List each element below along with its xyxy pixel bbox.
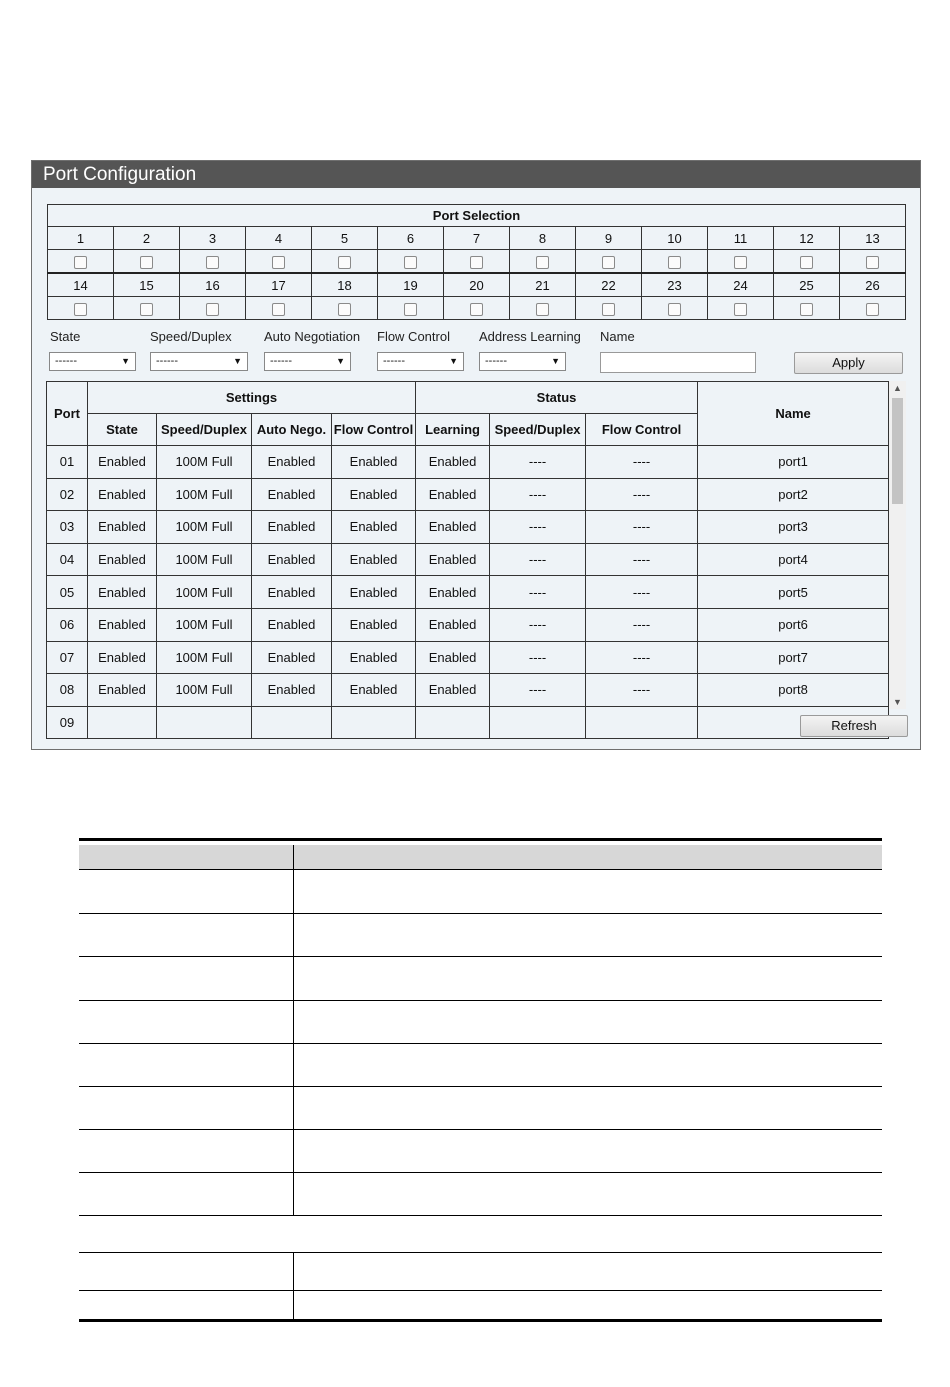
flow-control-cell: Enabled [332, 576, 416, 609]
port-cell: 07 [47, 641, 88, 674]
port-cell: 09 [47, 706, 88, 739]
port-number-label: 20 [444, 273, 510, 297]
speed-duplex-cell: 100M Full [157, 478, 252, 511]
table-row [47, 674, 889, 707]
name-label: Name [600, 329, 635, 344]
port-checkbox-cell [312, 297, 378, 320]
auto-nego-cell [252, 706, 332, 739]
table-row [47, 706, 889, 739]
learning-cell: Enabled [416, 608, 490, 641]
port-checkbox-cell [180, 297, 246, 320]
name-input[interactable] [600, 352, 756, 373]
port-number-label: 6 [378, 227, 444, 250]
flow-control-cell: Enabled [332, 674, 416, 707]
speed-duplex-cell: 100M Full [157, 446, 252, 479]
state-cell: Enabled [88, 576, 157, 609]
port-number-label: 17 [246, 273, 312, 297]
row-divider [79, 1129, 882, 1130]
port-number-label: 22 [576, 273, 642, 297]
status-flow-cell: ---- [586, 446, 698, 479]
port-select-checkbox[interactable] [668, 303, 681, 316]
port-number-label: 5 [312, 227, 378, 250]
port-select-checkbox[interactable] [206, 303, 219, 316]
port-select-checkbox[interactable] [470, 256, 483, 269]
port-number-label: 13 [840, 227, 906, 250]
parameter-table-header [79, 845, 882, 869]
port-number-label: 12 [774, 227, 840, 250]
port-select-checkbox[interactable] [74, 256, 87, 269]
port-selection-grid [47, 204, 906, 320]
port-number-label: 1 [48, 227, 114, 250]
port-select-checkbox[interactable] [404, 256, 417, 269]
port-checkbox-cell [378, 250, 444, 274]
port-select-checkbox[interactable] [338, 256, 351, 269]
scroll-up-icon[interactable]: ▲ [893, 383, 902, 393]
port-cell: 08 [47, 674, 88, 707]
port-number-label: 15 [114, 273, 180, 297]
auto-nego-cell: Enabled [252, 511, 332, 544]
port-select-checkbox[interactable] [734, 256, 747, 269]
column-divider [293, 1252, 294, 1319]
state-select-value: ------ [55, 355, 77, 367]
state-cell: Enabled [88, 608, 157, 641]
speed-duplex-label: Speed/Duplex [150, 329, 232, 344]
table-row [47, 478, 889, 511]
learning-cell: Enabled [416, 446, 490, 479]
column-header: Speed/Duplex [157, 414, 252, 446]
state-label: State [50, 329, 81, 344]
flow-control-select-value: ------ [383, 355, 405, 367]
port-cell: 06 [47, 608, 88, 641]
port-select-checkbox[interactable] [734, 303, 747, 316]
learning-cell [416, 706, 490, 739]
port-number-label: 9 [576, 227, 642, 250]
auto-nego-cell: Enabled [252, 446, 332, 479]
name-cell: port1 [698, 446, 889, 479]
port-select-checkbox[interactable] [866, 256, 879, 269]
column-header: Auto Nego. [252, 414, 332, 446]
speed-duplex-cell: 100M Full [157, 576, 252, 609]
dropdown-arrow-icon: ▼ [551, 356, 560, 366]
port-select-checkbox[interactable] [404, 303, 417, 316]
port-number-label: 23 [642, 273, 708, 297]
status-speed-cell [490, 706, 586, 739]
state-cell: Enabled [88, 511, 157, 544]
state-cell [88, 706, 157, 739]
port-select-checkbox[interactable] [536, 303, 549, 316]
port-checkbox-cell [840, 297, 906, 320]
port-checkbox-cell [48, 297, 114, 320]
table-row [47, 446, 889, 479]
table-scrollbar[interactable] [889, 381, 906, 709]
port-checkbox-cell [48, 250, 114, 274]
name-header: Name [698, 382, 889, 446]
port-number-label: 26 [840, 273, 906, 297]
row-divider [79, 1043, 882, 1044]
port-number-label: 19 [378, 273, 444, 297]
learning-cell: Enabled [416, 511, 490, 544]
status-flow-cell: ---- [586, 511, 698, 544]
dropdown-arrow-icon: ▼ [336, 356, 345, 366]
dropdown-arrow-icon: ▼ [121, 356, 130, 366]
refresh-button[interactable]: Refresh [800, 715, 908, 737]
status-flow-cell: ---- [586, 641, 698, 674]
status-flow-cell: ---- [586, 674, 698, 707]
row-divider [79, 1215, 882, 1216]
row-divider [79, 913, 882, 914]
row-divider [79, 1000, 882, 1001]
column-divider [293, 845, 294, 1215]
port-number-label: 7 [444, 227, 510, 250]
name-cell: port3 [698, 511, 889, 544]
port-checkbox-cell [180, 250, 246, 274]
auto-negotiation-select-value: ------ [270, 355, 292, 367]
port-select-checkbox[interactable] [140, 303, 153, 316]
address-learning-select-value: ------ [485, 355, 507, 367]
port-number-label: 14 [48, 273, 114, 297]
state-cell: Enabled [88, 641, 157, 674]
flow-control-select[interactable] [377, 352, 464, 371]
row-divider [79, 1172, 882, 1173]
state-cell: Enabled [88, 478, 157, 511]
port-select-checkbox[interactable] [866, 303, 879, 316]
column-header: Speed/Duplex [490, 414, 586, 446]
port-select-checkbox[interactable] [338, 303, 351, 316]
learning-cell: Enabled [416, 478, 490, 511]
table-top-rule [79, 838, 882, 841]
status-speed-cell: ---- [490, 446, 586, 479]
row-divider [79, 1290, 882, 1291]
port-number-label: 11 [708, 227, 774, 250]
scroll-thumb[interactable] [892, 398, 903, 504]
port-select-checkbox[interactable] [800, 303, 813, 316]
speed-duplex-cell: 100M Full [157, 543, 252, 576]
flow-control-cell [332, 706, 416, 739]
port-checkbox-cell [510, 297, 576, 320]
port-checkbox-cell [114, 250, 180, 274]
port-table [46, 381, 889, 739]
column-header: State [88, 414, 157, 446]
dropdown-arrow-icon: ▼ [233, 356, 242, 366]
status-flow-cell: ---- [586, 608, 698, 641]
port-selection-header: Port Selection [48, 205, 906, 227]
table-row [47, 511, 889, 544]
learning-cell: Enabled [416, 641, 490, 674]
status-flow-cell: ---- [586, 576, 698, 609]
speed-duplex-cell: 100M Full [157, 641, 252, 674]
name-cell: port5 [698, 576, 889, 609]
port-number-label: 18 [312, 273, 378, 297]
flow-control-cell: Enabled [332, 478, 416, 511]
port-checkbox-cell [576, 297, 642, 320]
flow-control-cell: Enabled [332, 446, 416, 479]
port-checkbox-cell [576, 250, 642, 274]
address-learning-select[interactable] [479, 352, 566, 371]
learning-cell: Enabled [416, 674, 490, 707]
port-cell: 01 [47, 446, 88, 479]
row-divider [79, 1252, 882, 1253]
flow-control-cell: Enabled [332, 511, 416, 544]
port-number-label: 16 [180, 273, 246, 297]
port-select-checkbox[interactable] [272, 256, 285, 269]
column-header: Learning [416, 414, 490, 446]
port-select-checkbox[interactable] [206, 256, 219, 269]
port-checkbox-cell [708, 250, 774, 274]
name-cell: port7 [698, 641, 889, 674]
port-number-label: 2 [114, 227, 180, 250]
status-flow-cell [586, 706, 698, 739]
port-number-label: 10 [642, 227, 708, 250]
port-number-label: 3 [180, 227, 246, 250]
auto-nego-cell: Enabled [252, 674, 332, 707]
table-row [47, 576, 889, 609]
port-select-checkbox[interactable] [602, 256, 615, 269]
port-checkbox-cell [510, 250, 576, 274]
flow-control-cell: Enabled [332, 543, 416, 576]
port-header: Port [47, 382, 88, 446]
panel-title: Port Configuration [32, 161, 920, 188]
speed-duplex-select[interactable] [150, 352, 248, 371]
port-checkbox-cell [642, 297, 708, 320]
port-checkbox-cell [774, 297, 840, 320]
port-cell: 05 [47, 576, 88, 609]
auto-negotiation-label: Auto Negotiation [264, 329, 361, 344]
status-speed-cell: ---- [490, 641, 586, 674]
port-checkbox-cell [312, 250, 378, 274]
row-divider [79, 1086, 882, 1087]
name-cell: port8 [698, 674, 889, 707]
port-select-checkbox[interactable] [272, 303, 285, 316]
port-select-checkbox[interactable] [140, 256, 153, 269]
port-select-checkbox[interactable] [602, 303, 615, 316]
status-speed-cell: ---- [490, 674, 586, 707]
learning-cell: Enabled [416, 576, 490, 609]
port-number-label: 24 [708, 273, 774, 297]
auto-nego-cell: Enabled [252, 576, 332, 609]
scroll-down-icon[interactable]: ▼ [893, 697, 902, 707]
state-cell: Enabled [88, 674, 157, 707]
name-cell: port4 [698, 543, 889, 576]
learning-cell: Enabled [416, 543, 490, 576]
port-checkbox-cell [246, 297, 312, 320]
settings-header: Settings [88, 382, 416, 414]
speed-duplex-select-value: ------ [156, 355, 178, 367]
table-row [47, 543, 889, 576]
state-cell: Enabled [88, 543, 157, 576]
auto-negotiation-select[interactable] [264, 352, 351, 371]
port-cell: 02 [47, 478, 88, 511]
port-number-label: 21 [510, 273, 576, 297]
flow-control-cell: Enabled [332, 608, 416, 641]
status-flow-cell: ---- [586, 478, 698, 511]
table-row [47, 641, 889, 674]
table-row [47, 608, 889, 641]
auto-nego-cell: Enabled [252, 478, 332, 511]
speed-duplex-cell: 100M Full [157, 511, 252, 544]
port-select-checkbox[interactable] [536, 256, 549, 269]
status-speed-cell: ---- [490, 511, 586, 544]
name-cell: port2 [698, 478, 889, 511]
port-select-checkbox[interactable] [800, 256, 813, 269]
state-select[interactable] [49, 352, 136, 371]
port-select-checkbox[interactable] [668, 256, 681, 269]
port-cell: 03 [47, 511, 88, 544]
speed-duplex-cell: 100M Full [157, 608, 252, 641]
row-divider [79, 956, 882, 957]
auto-nego-cell: Enabled [252, 641, 332, 674]
status-speed-cell: ---- [490, 543, 586, 576]
flow-control-cell: Enabled [332, 641, 416, 674]
parameter-table [79, 838, 882, 1324]
port-checkbox-cell [708, 297, 774, 320]
name-cell: port6 [698, 608, 889, 641]
port-number-label: 8 [510, 227, 576, 250]
port-number-label: 4 [246, 227, 312, 250]
flow-control-label: Flow Control [377, 329, 450, 344]
port-checkbox-cell [246, 250, 312, 274]
port-checkbox-cell [444, 250, 510, 274]
column-header: Flow Control [586, 414, 698, 446]
table-bottom-rule [79, 1319, 882, 1322]
port-checkbox-cell [840, 250, 906, 274]
status-flow-cell: ---- [586, 543, 698, 576]
column-header: Flow Control [332, 414, 416, 446]
status-speed-cell: ---- [490, 576, 586, 609]
speed-duplex-cell [157, 706, 252, 739]
state-cell: Enabled [88, 446, 157, 479]
status-speed-cell: ---- [490, 608, 586, 641]
speed-duplex-cell: 100M Full [157, 674, 252, 707]
port-number-label: 25 [774, 273, 840, 297]
port-select-checkbox[interactable] [470, 303, 483, 316]
port-configuration-panel [31, 160, 921, 750]
auto-nego-cell: Enabled [252, 608, 332, 641]
port-checkbox-cell [114, 297, 180, 320]
status-speed-cell: ---- [490, 478, 586, 511]
port-cell: 04 [47, 543, 88, 576]
auto-nego-cell: Enabled [252, 543, 332, 576]
port-checkbox-cell [774, 250, 840, 274]
apply-button[interactable]: Apply [794, 352, 903, 374]
port-select-checkbox[interactable] [74, 303, 87, 316]
port-checkbox-cell [444, 297, 510, 320]
dropdown-arrow-icon: ▼ [449, 356, 458, 366]
address-learning-label: Address Learning [479, 329, 581, 344]
port-checkbox-cell [642, 250, 708, 274]
row-divider [79, 869, 882, 870]
port-checkbox-cell [378, 297, 444, 320]
status-header: Status [416, 382, 698, 414]
